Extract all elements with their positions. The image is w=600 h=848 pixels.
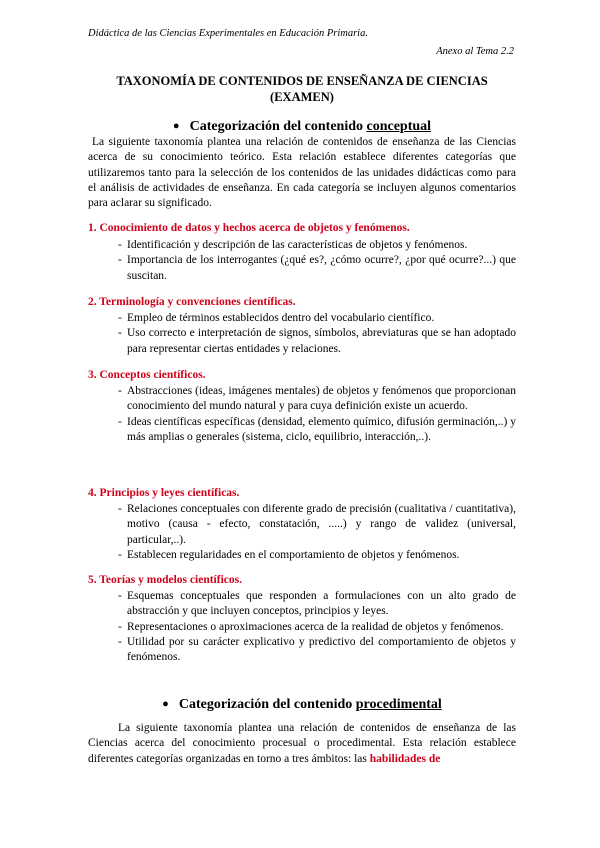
- category-items-3: [118, 384, 516, 445]
- list-item: - Utilidad por su carácter explicativo y predictivo del comportamiento de objetos y fenómenos.: [118, 635, 516, 666]
- bullet-icon: ●: [172, 120, 180, 132]
- list-item: - Identificación y descripción de las características de objetos y fenómenos.: [118, 238, 516, 253]
- running-header-annex: Anexo al Tema 2.2: [436, 46, 514, 57]
- category-title-1: 1. Conocimiento de datos y hechos acerca de objetos y fenómenos.: [88, 222, 410, 234]
- list-item: - Empleo de términos establecidos dentro del vocabulario científico.: [118, 311, 516, 326]
- bullet-icon: ●: [162, 698, 169, 710]
- list-item: - Esquemas conceptuales que responden a formulaciones con un alto grado de abstracción y que incluyen conceptos, principios y leyes.: [118, 589, 516, 620]
- section-heading-text: Categorización del contenido: [189, 119, 367, 134]
- document-subtitle: (EXAMEN): [270, 90, 334, 104]
- section-heading-text: Categorización del contenido: [178, 697, 356, 712]
- running-header-course: Didáctica de las Ciencias Experimentales en Educación Primaria.: [88, 28, 368, 39]
- section2-intro: [88, 721, 516, 767]
- section-heading-emphasis: procedimental: [355, 697, 442, 712]
- section2-intro-highlight: habilidades de: [369, 752, 441, 765]
- category-title-3: 3. Conceptos científicos.: [88, 369, 206, 381]
- list-item: - Abstracciones (ideas, imágenes mentales) de objetos y fenómenos que proporcionan conocimiento del mundo natural y para cuya definición existe un acuerdo.: [118, 384, 516, 415]
- section-heading-conceptual: [88, 119, 516, 135]
- category-items-5: [118, 589, 516, 665]
- list-item: - Relaciones conceptuales con diferente grado de precisión (cualitativa / cuantitativa), motivo (causa - efecto, constatación, .....) y rango de validez (universal, particular,..).: [118, 502, 516, 548]
- list-item: - Representaciones o aproximaciones acerca de la realidad de objetos y fenómenos.: [118, 620, 516, 635]
- category-items-4: [118, 502, 516, 563]
- category-items-1: [118, 238, 516, 284]
- section-heading-emphasis: conceptual: [366, 119, 432, 134]
- category-items-2: [118, 311, 516, 357]
- list-item: - Ideas científicas específicas (densidad, elemento químico, difusión germinación,..) y más amplias o generales (sistema, ciclo, equilibrio, interacción,..).: [118, 415, 516, 446]
- category-title-5: 5. Teorías y modelos científicos.: [88, 574, 242, 586]
- document-title: TAXONOMÍA DE CONTENIDOS DE ENSEÑANZA DE CIENCIAS: [116, 74, 488, 88]
- section2-intro-text: La siguiente taxonomía plantea una relación de contenidos de enseñanza de las Ciencias acerca del conocimiento procesual o procedimental. Esta relación establece diferentes categorías organizadas en torno a tres ámbitos: las: [88, 722, 516, 765]
- list-item: - Uso correcto e interpretación de signos, símbolos, abreviaturas que se han adoptado para representar ciertas entidades y relaciones.: [118, 326, 516, 357]
- category-title-4: 4. Principios y leyes científicas.: [88, 487, 240, 499]
- section-heading-procedimental: [88, 697, 516, 713]
- section1-intro: La siguiente taxonomía plantea una relación de contenidos de enseñanza de las Ciencias acerca de su conocimiento teórico. Esta relación establece diferentes categorías que utilizaremos tanto para la selección de los contenidos de las unidades didácticas como para el análisis de actividades de enseñanza. En cada categoría se incluyen algunos comentarios para aclarar su significado.: [88, 136, 516, 210]
- category-title-2: 2. Terminología y convenciones científicas.: [88, 296, 296, 308]
- list-item: - Importancia de los interrogantes (¿qué es?, ¿cómo ocurre?, ¿por qué ocurre?...) que suscitan.: [118, 253, 516, 284]
- list-item: - Establecen regularidades en el comportamiento de objetos y fenómenos.: [118, 548, 516, 563]
